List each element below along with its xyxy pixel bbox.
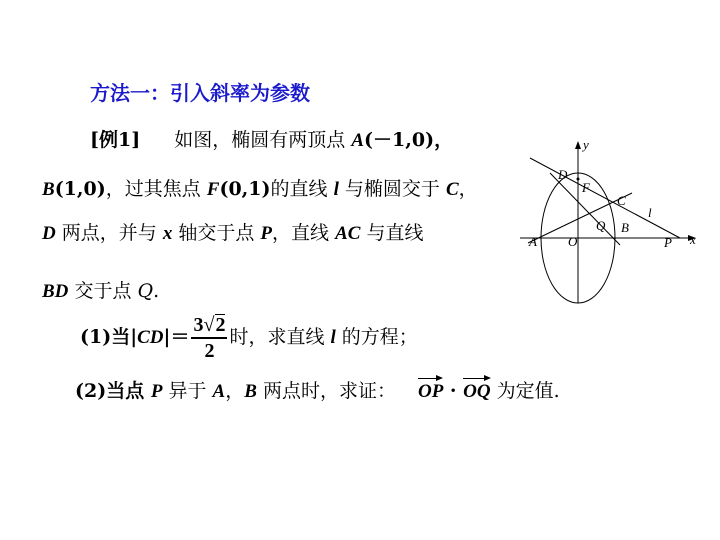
example-line-1 — [90, 127, 453, 154]
axis-x: x — [162, 223, 173, 244]
text: 与直线 — [360, 222, 424, 244]
point-f-dot — [577, 178, 580, 181]
y-axis-arrow — [575, 141, 581, 149]
coords-a: (－1,0)， — [364, 129, 454, 151]
vector-oq: OQ — [463, 375, 490, 405]
label-q: Q — [596, 218, 606, 233]
label-d: D — [558, 167, 568, 182]
point-q: Q — [137, 280, 154, 302]
label-y: y — [583, 137, 589, 152]
q2-prefix: (2)当点 — [75, 380, 151, 402]
label-p: P — [664, 235, 672, 250]
text: 时，求直线 — [229, 326, 331, 348]
label-c: C — [617, 193, 626, 208]
text: 异于 — [162, 380, 213, 402]
text: 交于点 — [68, 280, 138, 302]
point-a: A — [212, 381, 226, 402]
vector-op: OP — [418, 375, 443, 405]
line-ac: AC — [335, 223, 361, 244]
text: ， — [458, 178, 478, 200]
text: ，直线 — [272, 222, 336, 244]
dot-operator: · — [443, 380, 464, 402]
ellipse-figure — [520, 135, 705, 305]
text: 与椭圆交于 — [338, 178, 446, 200]
fraction-numerator — [191, 313, 227, 339]
label-l: l — [648, 205, 652, 220]
question-2 — [75, 375, 560, 405]
label-f: F — [582, 180, 590, 195]
point-f: F — [206, 179, 220, 200]
line-l: l — [330, 327, 336, 348]
text: 两点时，求证： — [256, 380, 396, 402]
label-o: O — [568, 234, 578, 249]
point-c: C — [445, 179, 459, 200]
line-l: l — [333, 179, 339, 200]
point-p: P — [150, 381, 163, 402]
point-b: B — [42, 179, 55, 200]
example-line-4 — [42, 278, 159, 305]
text: 的直线 — [270, 178, 334, 200]
sqrt-symbol: √ — [203, 314, 215, 336]
fraction-denominator: 2 — [204, 340, 215, 362]
coef: 3 — [193, 314, 204, 336]
fraction — [191, 313, 227, 363]
example-line-3 — [42, 220, 423, 247]
coords-b: (1,0) — [54, 178, 106, 200]
q1-abs-close: |＝ — [163, 326, 190, 348]
text: 轴交于点 — [172, 222, 261, 244]
section-heading: 方法一：引入斜率为参数 — [90, 81, 310, 105]
coords-f: (0,1) — [219, 178, 271, 200]
segment-cd: CD — [137, 327, 164, 348]
example-tag: [例1] — [90, 129, 141, 151]
text: 为定值. — [490, 380, 560, 402]
point-d: D — [42, 223, 56, 244]
text: ， — [225, 380, 245, 402]
text: 的方程； — [335, 326, 418, 348]
label-b: B — [621, 220, 629, 235]
example-line-2 — [42, 176, 478, 203]
line-bd: BD — [42, 281, 69, 302]
label-x: x — [690, 232, 696, 247]
point-p: P — [260, 223, 273, 244]
text: . — [153, 280, 160, 302]
radicand: 2 — [215, 314, 226, 336]
text: ，过其焦点 — [105, 178, 207, 200]
point-b: B — [244, 381, 257, 402]
question-1 — [80, 311, 418, 364]
label-a: A — [529, 234, 537, 249]
text: 如图，椭圆有两顶点 — [174, 129, 352, 151]
text: 两点，并与 — [55, 222, 163, 244]
point-a: A — [351, 130, 365, 151]
q1-prefix: (1)当| — [80, 326, 138, 348]
